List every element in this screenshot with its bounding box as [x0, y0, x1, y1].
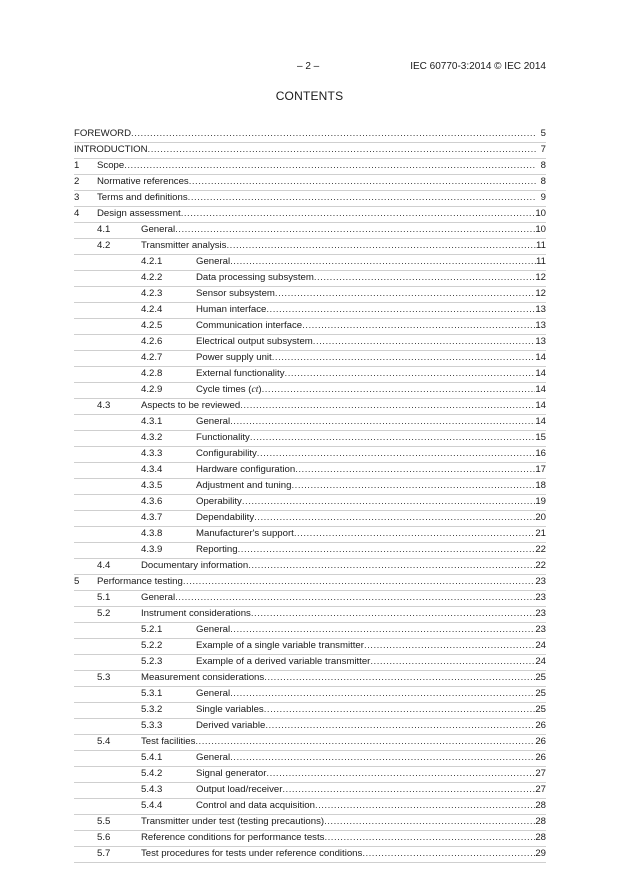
dot-leader [324, 815, 535, 828]
toc-entry-line [196, 255, 546, 268]
dot-leader [313, 335, 536, 348]
toc-entry-title: FOREWORD [74, 128, 132, 139]
dot-leader [266, 767, 535, 780]
toc-entry-line [141, 607, 546, 620]
toc-entry[interactable] [74, 831, 546, 847]
toc-entry-title: External functionality [196, 368, 285, 379]
toc-entry[interactable] [74, 287, 546, 303]
toc-entry-page: 13 [535, 320, 546, 331]
toc-entry-title: Operability [196, 496, 242, 507]
dot-leader [181, 207, 536, 220]
toc-entry-title: Single variables [196, 704, 264, 715]
toc-entry[interactable] [74, 223, 546, 239]
toc-entry-number: 4.2 [97, 240, 111, 251]
toc-entry-number: 5.4 [97, 736, 111, 747]
toc-entry-page: 23 [535, 608, 546, 619]
toc-entry-line [141, 671, 546, 684]
toc-entry-title: Electrical output subsystem [196, 336, 313, 347]
toc-entry-page: 26 [535, 752, 546, 763]
toc-entry-page: 22 [535, 544, 546, 555]
toc-entry-line [141, 399, 546, 412]
toc-entry-line [196, 703, 546, 716]
toc-entry-line [196, 479, 546, 492]
toc-entry-page: 13 [535, 304, 546, 315]
dot-leader [183, 575, 535, 588]
toc-entry-number: 4.2.7 [141, 352, 163, 363]
toc-entry[interactable] [74, 143, 546, 159]
toc-entry[interactable] [74, 527, 546, 543]
toc-entry-line [196, 543, 546, 556]
toc-entry-title: General [141, 224, 176, 235]
toc-entry-line [141, 559, 546, 572]
toc-entry-line [141, 223, 546, 236]
dot-leader [189, 175, 536, 188]
toc-entry-title: General [196, 624, 231, 635]
toc-entry-page: 12 [535, 288, 546, 299]
toc-entry[interactable] [74, 639, 546, 655]
toc-entry-line [196, 719, 546, 732]
toc-entry-line [196, 511, 546, 524]
toc-entry[interactable] [74, 575, 546, 591]
toc-entry-title: General [196, 752, 231, 763]
toc-entry-line [97, 575, 546, 588]
toc-entry-page: 27 [535, 784, 546, 795]
toc-entry[interactable] [74, 543, 546, 559]
toc-entry[interactable] [74, 239, 546, 255]
toc-entry-number: 5.3.2 [141, 704, 163, 715]
toc-entry-title: Derived variable [196, 720, 266, 731]
dot-leader [131, 127, 536, 140]
toc-entry-page: 23 [535, 624, 546, 635]
toc-entry-line [196, 783, 546, 796]
toc-entry-number: 4.1 [97, 224, 111, 235]
toc-entry[interactable] [74, 191, 546, 207]
toc-entry[interactable] [74, 127, 546, 143]
toc-entry-line [196, 527, 546, 540]
toc-entry-line [141, 847, 546, 860]
dot-leader [238, 543, 536, 556]
toc-entry[interactable] [74, 799, 546, 815]
dot-leader [275, 287, 535, 300]
toc-entry-title: General [196, 416, 231, 427]
toc-entry-title: General [141, 592, 176, 603]
toc-entry[interactable] [74, 271, 546, 287]
toc-entry-line [196, 447, 546, 460]
toc-entry-number: 5.4.4 [141, 800, 163, 811]
toc-entry[interactable] [74, 207, 546, 223]
toc-entry-number: 4.3.4 [141, 464, 163, 475]
dot-leader [250, 431, 535, 444]
toc-entry[interactable] [74, 495, 546, 511]
toc-entry-title: Scope [97, 160, 125, 171]
toc-entry-title: Signal generator [196, 768, 267, 779]
dot-leader [314, 271, 535, 284]
toc-entry-page: 21 [535, 528, 546, 539]
toc-entry-title: Documentary information [141, 560, 249, 571]
toc-entry-line [196, 415, 546, 428]
toc-entry-title: Performance testing [97, 576, 183, 587]
dot-leader [230, 255, 536, 268]
toc-entry-page: 25 [535, 672, 546, 683]
toc-entry-page: 8 [540, 176, 546, 187]
toc-entry-number: 5.4.1 [141, 752, 163, 763]
dot-leader [251, 607, 535, 620]
toc-entry-page: 25 [535, 704, 546, 715]
toc-entry-number: 5.3.1 [141, 688, 163, 699]
toc-entry-number: 4.2.5 [141, 320, 163, 331]
toc-entry-title: Adjustment and tuning [196, 480, 292, 491]
toc-entry-title: Aspects to be reviewed [141, 400, 241, 411]
toc-entry-page: 5 [540, 128, 546, 139]
toc-entry-page: 14 [535, 384, 546, 395]
dot-leader [230, 687, 535, 700]
toc-entry-number: 4.3.1 [141, 416, 163, 427]
page-header [0, 61, 619, 75]
toc-entry-title: Reference conditions for performance tests [141, 832, 325, 843]
toc-entry-number: 5 [74, 576, 80, 587]
toc-entry-title: Design assessment [97, 208, 181, 219]
toc-entry-number: 5.2.1 [141, 624, 163, 635]
toc-entry-line [141, 735, 546, 748]
toc-entry-title: Transmitter analysis [141, 240, 227, 251]
table-of-contents [74, 127, 546, 863]
toc-entry-number: 4.2.1 [141, 256, 163, 267]
dot-leader [262, 383, 536, 396]
dot-leader [272, 351, 536, 364]
toc-entry-number: 4.2.3 [141, 288, 163, 299]
dot-leader [230, 415, 535, 428]
toc-entry-page: 18 [535, 480, 546, 491]
toc-entry[interactable] [74, 847, 546, 863]
toc-entry-title: Human interface [196, 304, 267, 315]
toc-entry-page: 11 [536, 240, 546, 251]
dot-leader [294, 527, 536, 540]
dot-leader [324, 831, 535, 844]
dot-leader [370, 655, 535, 668]
toc-entry-page: 15 [535, 432, 546, 443]
toc-entry-title: Reporting [196, 544, 238, 555]
toc-entry-title: Normative references [97, 176, 189, 187]
toc-entry-page: 14 [535, 368, 546, 379]
dot-leader [315, 799, 535, 812]
toc-entry-title: Instrument considerations [141, 608, 251, 619]
toc-entry-number: 5.4.2 [141, 768, 163, 779]
dot-leader [302, 319, 535, 332]
toc-entry-line [196, 655, 546, 668]
toc-entry-title: Control and data acquisition [196, 800, 315, 811]
dot-leader [195, 735, 535, 748]
dot-leader [242, 495, 535, 508]
toc-entry-line [196, 495, 546, 508]
toc-entry[interactable] [74, 703, 546, 719]
standard-reference: IEC 60770-3:2014 © IEC 2014 [410, 61, 546, 72]
toc-entry-title: Hardware configuration [196, 464, 296, 475]
dot-leader [295, 463, 535, 476]
toc-entry-title: Test facilities [141, 736, 196, 747]
toc-entry-page: 24 [535, 640, 546, 651]
toc-entry-number: 4.2.8 [141, 368, 163, 379]
toc-entry-page: 27 [535, 768, 546, 779]
toc-entry-line [141, 591, 546, 604]
toc-entry-page: 12 [535, 272, 546, 283]
toc-entry-number: 4.3.6 [141, 496, 163, 507]
toc-entry-page: 10 [535, 208, 546, 219]
toc-entry-line [196, 751, 546, 764]
toc-entry[interactable] [74, 735, 546, 751]
toc-entry[interactable] [74, 447, 546, 463]
toc-entry-title: Sensor subsystem [196, 288, 275, 299]
toc-entry[interactable] [74, 399, 546, 415]
toc-entry-line [196, 431, 546, 444]
toc-entry-page: 26 [535, 736, 546, 747]
toc-entry-number: 5.3.3 [141, 720, 163, 731]
toc-entry[interactable] [74, 671, 546, 687]
toc-entry-number: 5.4.3 [141, 784, 163, 795]
toc-entry-number: 4.2.2 [141, 272, 163, 283]
dot-leader [175, 223, 535, 236]
toc-entry-line [74, 127, 546, 140]
dot-leader [188, 191, 536, 204]
toc-entry-title-part: Cycle times ( [196, 384, 252, 395]
toc-entry-line [196, 799, 546, 812]
dot-leader [282, 783, 535, 796]
dot-leader [175, 591, 535, 604]
dot-leader [266, 303, 535, 316]
toc-entry-number: 5.1 [97, 592, 111, 603]
page-number: – 2 – [297, 61, 320, 72]
toc-entry-number: 4.3.9 [141, 544, 163, 555]
toc-entry-title: Output load/receiver [196, 784, 283, 795]
toc-entry-number: 4.3.8 [141, 528, 163, 539]
toc-entry-title-symbol: ct [251, 384, 259, 395]
toc-entry-page: 22 [535, 560, 546, 571]
toc-entry[interactable] [74, 783, 546, 799]
toc-entry[interactable] [74, 367, 546, 383]
toc-entry-page: 17 [535, 464, 546, 475]
toc-entry[interactable] [74, 351, 546, 367]
dot-leader [291, 479, 535, 492]
dot-leader [226, 239, 536, 252]
dot-leader [265, 719, 535, 732]
toc-entry-line [196, 271, 546, 284]
toc-entry-line [97, 207, 546, 220]
toc-entry-page: 10 [535, 224, 546, 235]
toc-entry-page: 24 [535, 656, 546, 667]
toc-entry[interactable] [74, 719, 546, 735]
toc-entry-page: 26 [535, 720, 546, 731]
toc-entry-number: 2 [74, 176, 80, 187]
dot-leader [264, 703, 536, 716]
toc-entry-page: 28 [535, 800, 546, 811]
toc-entry-page: 16 [535, 448, 546, 459]
toc-entry-page: 7 [540, 144, 546, 155]
toc-entry-number: 5.6 [97, 832, 111, 843]
toc-entry-page: 23 [535, 592, 546, 603]
toc-entry-page: 28 [535, 816, 546, 827]
toc-entry-number: 5.2.2 [141, 640, 163, 651]
toc-entry-title: Configurability [196, 448, 257, 459]
toc-entry[interactable] [74, 591, 546, 607]
dot-leader [362, 847, 535, 860]
toc-entry-line [196, 687, 546, 700]
toc-entry-number: 4.3.5 [141, 480, 163, 491]
toc-entry-number: 1 [74, 160, 80, 171]
toc-entry-number: 5.3 [97, 672, 111, 683]
toc-entry-title: Power supply unit [196, 352, 272, 363]
toc-entry[interactable] [74, 479, 546, 495]
toc-entry-page: 14 [535, 352, 546, 363]
dot-leader [248, 559, 535, 572]
toc-entry-page: 9 [540, 192, 546, 203]
toc-entry-number: 3 [74, 192, 80, 203]
toc-entry-number: 4.3.7 [141, 512, 163, 523]
toc-entry-number: 4.2.4 [141, 304, 163, 315]
toc-entry[interactable] [74, 767, 546, 783]
toc-entry-line [196, 767, 546, 780]
toc-entry-number: 4.4 [97, 560, 111, 571]
toc-entry-number: 4.2.9 [141, 384, 163, 395]
toc-entry-line [141, 239, 546, 252]
toc-entry-title: Functionality [196, 432, 250, 443]
toc-entry-page: 25 [535, 688, 546, 699]
toc-entry-page: 13 [535, 336, 546, 347]
toc-entry-number: 4.3 [97, 400, 111, 411]
toc-entry[interactable] [74, 751, 546, 767]
toc-entry[interactable] [74, 159, 546, 175]
dot-leader [285, 367, 536, 380]
toc-entry-page: 23 [535, 576, 546, 587]
toc-entry-title: Example of a single variable transmitter [196, 640, 364, 651]
toc-entry[interactable] [74, 255, 546, 271]
toc-entry-title-part: ) [258, 384, 262, 395]
toc-entry-title: Test procedures for tests under reference conditions [141, 848, 363, 859]
toc-entry-page: 19 [535, 496, 546, 507]
toc-entry[interactable] [74, 607, 546, 623]
toc-entry-number: 4.2.6 [141, 336, 163, 347]
dot-leader [240, 399, 535, 412]
toc-entry-line [97, 159, 546, 172]
toc-entry-page: 14 [535, 416, 546, 427]
toc-entry-title: Transmitter under test (testing precautions) [141, 816, 325, 827]
toc-entry-title: Manufacturer's support [196, 528, 294, 539]
toc-entry[interactable] [74, 511, 546, 527]
toc-entry-line [97, 175, 546, 188]
toc-entry-line [74, 143, 546, 156]
toc-entry-number: 4 [74, 208, 80, 219]
toc-entry[interactable] [74, 655, 546, 671]
toc-entry-number: 4.3.2 [141, 432, 163, 443]
dot-leader [230, 623, 535, 636]
dot-leader [257, 447, 536, 460]
dot-leader [148, 143, 536, 156]
dot-leader [230, 751, 535, 764]
dot-leader [364, 639, 535, 652]
page-title: CONTENTS [275, 89, 344, 103]
toc-entry-line [141, 831, 546, 844]
toc-entry[interactable] [74, 559, 546, 575]
toc-entry-title: General [196, 256, 231, 267]
toc-entry-page: 14 [535, 400, 546, 411]
toc-entry-line [196, 335, 546, 348]
toc-entry-title: Example of a derived variable transmitter [196, 656, 371, 667]
toc-entry-page: 28 [535, 832, 546, 843]
dot-leader [264, 671, 535, 684]
toc-entry-number: 5.5 [97, 816, 111, 827]
toc-entry-line [196, 383, 546, 396]
toc-entry[interactable] [74, 415, 546, 431]
toc-entry-line [141, 815, 546, 828]
toc-entry[interactable] [74, 319, 546, 335]
toc-entry-line [196, 639, 546, 652]
toc-entry-line [196, 367, 546, 380]
toc-entry[interactable] [74, 687, 546, 703]
toc-entry-title [196, 383, 262, 396]
toc-entry[interactable] [74, 463, 546, 479]
toc-entry-line [196, 319, 546, 332]
dot-leader [124, 159, 536, 172]
toc-entry-number: 5.2.3 [141, 656, 163, 667]
toc-entry-number: 5.2 [97, 608, 111, 619]
toc-entry-title: General [196, 688, 231, 699]
toc-entry-page: 29 [535, 848, 546, 859]
toc-entry-title: Measurement considerations [141, 672, 265, 683]
toc-entry[interactable] [74, 303, 546, 319]
toc-entry-page: 11 [536, 256, 546, 267]
toc-entry-line [97, 191, 546, 204]
toc-entry-line [196, 351, 546, 364]
toc-entry[interactable] [74, 175, 546, 191]
toc-entry-line [196, 623, 546, 636]
toc-entry-line [196, 463, 546, 476]
toc-entry-page: 8 [540, 160, 546, 171]
toc-entry-line [196, 303, 546, 316]
toc-entry-title: Data processing subsystem [196, 272, 314, 283]
toc-entry-page: 20 [535, 512, 546, 523]
toc-entry[interactable] [74, 431, 546, 447]
toc-entry[interactable] [74, 815, 546, 831]
toc-entry-title: Communication interface [196, 320, 303, 331]
toc-entry[interactable] [74, 335, 546, 351]
toc-entry-number: 4.3.3 [141, 448, 163, 459]
toc-entry[interactable] [74, 623, 546, 639]
dot-leader [254, 511, 535, 524]
toc-entry-title: Dependability [196, 512, 255, 523]
toc-entry-title: Terms and definitions [97, 192, 188, 203]
toc-entry[interactable] [74, 383, 546, 399]
toc-entry-line [196, 287, 546, 300]
toc-entry-number: 5.7 [97, 848, 111, 859]
toc-entry-title: INTRODUCTION [74, 144, 148, 155]
